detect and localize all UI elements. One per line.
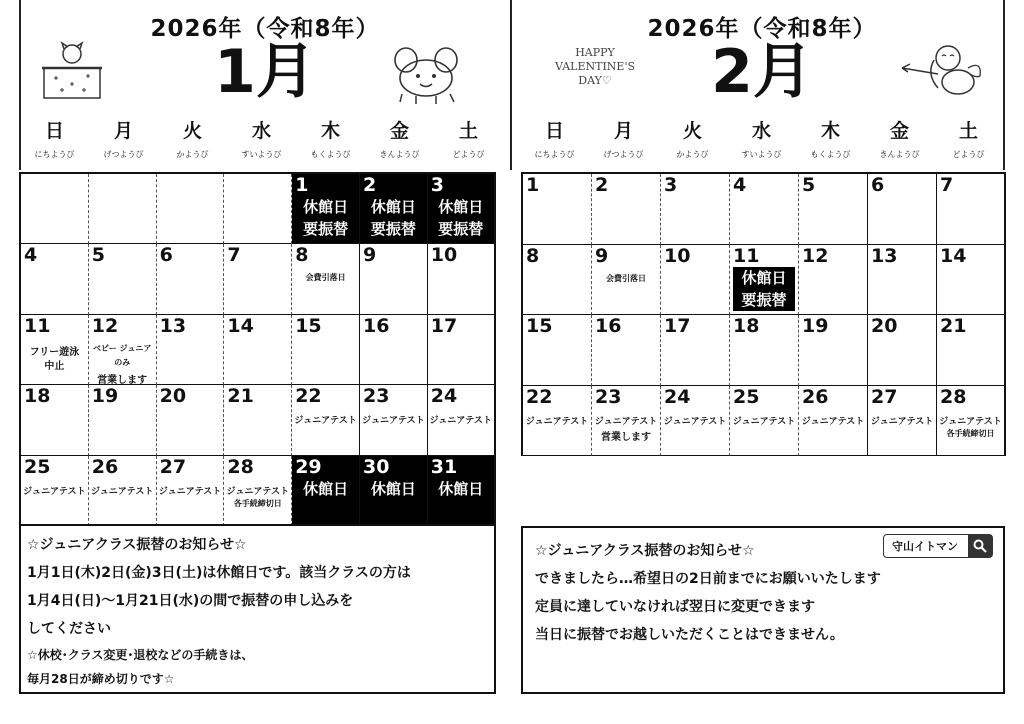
- day-number: 24: [430, 385, 458, 408]
- day-number: 23: [595, 385, 622, 408]
- closed-day-label: [733, 267, 795, 311]
- february-month-title: 2月: [711, 37, 813, 107]
- calendar-day-cell: [224, 385, 292, 455]
- calendar-day-cell: [21, 385, 89, 455]
- search-label: 守山イトマン: [892, 540, 958, 553]
- notice-line: 当日に振替でお越しいただくことはできません。: [535, 627, 844, 643]
- weekday-kanji: 土: [458, 120, 478, 142]
- january-header: [20, 0, 510, 170]
- closed-day-label: [428, 196, 494, 240]
- day-note: ジュニアテスト: [294, 416, 357, 427]
- day-number: 11: [733, 244, 760, 267]
- calendar-day-cell: [868, 386, 937, 457]
- weekday-kanji: 月: [113, 120, 133, 142]
- day-note: 中止: [44, 360, 65, 372]
- calendar-day-cell: [799, 245, 868, 316]
- weekday-reading: すいようび: [741, 150, 782, 159]
- february-header: [520, 0, 1004, 170]
- closed-day-text: 要振替: [438, 220, 484, 238]
- weekday-kanji: 土: [958, 120, 978, 142]
- weekday-kanji: 金: [389, 120, 409, 142]
- calendar-day-cell: [592, 386, 661, 457]
- notice-line: 1月1日(木)2日(金)3日(土)は休館日です。該当クラスの方は: [27, 565, 411, 581]
- valentine-line: HAPPY: [575, 46, 615, 59]
- calendar-day-cell: [360, 456, 428, 526]
- day-number: 18: [24, 385, 51, 408]
- january-era-title: 2026年（令和8年）: [150, 16, 380, 42]
- calendar-day-cell: [360, 385, 428, 455]
- day-note: 各手続締切日: [946, 428, 995, 438]
- day-number: 6: [871, 174, 885, 196]
- day-number: 13: [159, 314, 187, 337]
- day-note: 会費引落日: [305, 273, 346, 283]
- notice-line: できましたら…希望日の2日前までにお願いいたします: [535, 571, 881, 587]
- day-number: 3: [430, 174, 445, 196]
- day-number: 25: [733, 385, 760, 408]
- closed-day-label: [360, 196, 427, 240]
- closed-day-label: [292, 478, 359, 500]
- weekday-reading: かようび: [676, 150, 709, 159]
- calendar-day-cell: [224, 244, 292, 314]
- day-number: 28: [940, 385, 967, 408]
- day-number: 16: [363, 314, 390, 337]
- day-note: ジュニアテスト: [732, 416, 796, 427]
- weekday-reading: どようび: [452, 150, 485, 159]
- day-number: 2: [363, 174, 377, 196]
- closed-day-label: [292, 196, 359, 240]
- february-era-title: 2026年（令和8年）: [647, 16, 877, 42]
- calendar-day-cell: [224, 315, 292, 385]
- notice-line: ☆ジュニアクラス振替のお知らせ☆: [27, 537, 247, 553]
- calendar-empty-cell: [224, 174, 292, 244]
- day-number: 19: [802, 315, 829, 337]
- day-number: 12: [802, 244, 829, 267]
- weekday-reading: もくようび: [810, 150, 851, 159]
- calendar-day-cell: [523, 245, 592, 316]
- day-number: 16: [595, 315, 622, 337]
- weekday-sun: [20, 116, 89, 160]
- day-note: ジュニアテスト: [939, 416, 1002, 427]
- calendar-day-cell: [292, 244, 360, 314]
- weekday-sat: [934, 116, 1003, 160]
- day-note: 営業します: [601, 431, 651, 443]
- day-number: 8: [526, 244, 540, 267]
- calendar-day-cell: [661, 386, 730, 457]
- day-number: 20: [159, 385, 187, 408]
- calendar-day-cell: [730, 245, 799, 316]
- weekday-thu: [296, 116, 365, 160]
- calendar-day-cell: [661, 174, 730, 245]
- february-calendar-grid: [521, 172, 1006, 456]
- calendar-day-cell: [157, 315, 225, 385]
- day-number: 10: [430, 244, 458, 267]
- cupid-illustration: [898, 38, 988, 104]
- january-notice-box: [19, 524, 496, 694]
- calendar-day-cell: [868, 245, 937, 316]
- calendar-day-cell: [937, 386, 1006, 457]
- calendar-day-cell: [523, 315, 592, 386]
- january-calendar-grid: [19, 172, 496, 526]
- calendar-day-cell: [360, 315, 428, 385]
- day-number: 21: [940, 315, 967, 337]
- february-notice-box: [521, 526, 1005, 694]
- calendar-day-cell: [428, 456, 496, 526]
- day-number: 27: [159, 455, 187, 478]
- calendar-day-cell: [360, 244, 428, 314]
- kotatsu-person-illustration: [40, 40, 104, 106]
- weekday-kanji: 月: [613, 120, 633, 142]
- calendar-day-cell: [937, 315, 1006, 386]
- calendar-day-cell: [799, 174, 868, 245]
- day-number: 18: [733, 315, 760, 337]
- day-number: 26: [91, 455, 119, 478]
- calendar-day-cell: [592, 174, 661, 245]
- day-number: 30: [363, 455, 390, 478]
- weekday-mon: [589, 116, 658, 160]
- weekday-tue: [158, 116, 227, 160]
- calendar-day-cell: [292, 385, 360, 455]
- weekday-kanji: 金: [889, 120, 909, 142]
- closed-day-text: 休館日: [303, 479, 349, 498]
- calendar-day-cell: [21, 315, 89, 385]
- weekday-mon: [89, 116, 158, 160]
- calendar-day-cell: [157, 456, 225, 526]
- notice-line: ☆休校･クラス変更･退校などの手続きは、: [27, 648, 254, 662]
- calendar-day-cell: [661, 315, 730, 386]
- weekday-sat: [434, 116, 503, 160]
- calendar-day-cell: [523, 386, 592, 457]
- day-number: 27: [871, 385, 898, 408]
- closed-day-text: 休館日: [438, 198, 484, 216]
- day-number: 21: [227, 385, 254, 408]
- notice-line: ☆ジュニアクラス振替のお知らせ☆: [535, 543, 755, 559]
- day-number: 15: [526, 315, 553, 337]
- calendar-day-cell: [89, 456, 157, 526]
- weekday-reading: きんようび: [879, 150, 920, 159]
- closed-day-text: 要振替: [370, 220, 416, 238]
- day-note: ジュニアテスト: [90, 486, 154, 497]
- weekday-reading: どようび: [952, 150, 985, 159]
- valentine-lettering: [550, 46, 640, 88]
- closed-day-label: [360, 478, 427, 500]
- day-note: ジュニアテスト: [226, 486, 290, 497]
- weekday-kanji: 木: [320, 120, 340, 142]
- day-number: 1: [526, 174, 540, 196]
- notice-line: 1月4日(日)～1月21日(水)の間で振替の申し込みを: [27, 593, 354, 609]
- day-number: 25: [24, 455, 51, 478]
- calendar-empty-cell: [157, 174, 225, 244]
- search-icon[interactable]: [968, 535, 992, 557]
- closed-day-label: [428, 478, 494, 500]
- day-number: 7: [227, 244, 241, 267]
- day-note: 会費引落日: [606, 273, 646, 283]
- valentine-line: DAY♡: [578, 74, 612, 87]
- day-number: 5: [91, 244, 106, 267]
- day-number: 6: [159, 244, 173, 267]
- center-border-line: [510, 0, 512, 170]
- day-number: 22: [295, 385, 322, 408]
- calendar-day-cell: [937, 174, 1006, 245]
- calendar-day-cell: [730, 386, 799, 457]
- calendar-day-cell: [157, 244, 225, 314]
- calendar-day-cell: [868, 315, 937, 386]
- calendar-day-cell: [730, 315, 799, 386]
- day-note: のみ: [114, 357, 131, 367]
- day-number: 26: [802, 385, 829, 408]
- calendar-day-cell: [21, 456, 89, 526]
- day-number: 17: [664, 315, 691, 337]
- day-number: 8: [295, 244, 309, 267]
- day-note: ジュニアテスト: [663, 416, 727, 427]
- calendar-day-cell: [799, 315, 868, 386]
- calendar-day-cell: [428, 174, 496, 244]
- day-note: ベビー ジュニア: [93, 343, 152, 353]
- weekday-thu: [796, 116, 865, 160]
- day-note: ジュニアテスト: [525, 416, 589, 427]
- day-note: 各手続締切日: [233, 498, 282, 508]
- weekday-kanji: 火: [682, 120, 702, 142]
- notice-line: してください: [27, 621, 111, 637]
- day-number: 7: [940, 174, 954, 196]
- closed-day-text: 休館日: [370, 198, 416, 216]
- day-number: 28: [227, 455, 254, 478]
- closed-day-text: 休館日: [741, 268, 787, 287]
- day-note: ジュニアテスト: [870, 416, 934, 427]
- day-number: 9: [363, 244, 377, 267]
- day-number: 4: [733, 174, 747, 196]
- calendar-day-cell: [428, 385, 496, 455]
- day-number: 13: [871, 244, 898, 267]
- day-number: 11: [24, 314, 51, 337]
- weekday-fri: [365, 116, 434, 160]
- weekday-kanji: 木: [820, 120, 840, 142]
- weekday-reading: にちようび: [34, 150, 75, 159]
- calendar-day-cell: [292, 456, 360, 526]
- day-number: 9: [595, 244, 609, 267]
- day-number: 1: [295, 174, 309, 196]
- day-number: 14: [940, 244, 967, 267]
- calendar-day-cell: [157, 385, 225, 455]
- weekday-fri: [865, 116, 934, 160]
- weekday-wed: [227, 116, 296, 160]
- closed-day-text: 要振替: [741, 290, 787, 309]
- weekday-reading: にちようび: [534, 150, 575, 159]
- day-note: フリー遊泳: [29, 346, 80, 358]
- calendar-day-cell: [592, 245, 661, 316]
- day-number: 10: [664, 244, 691, 267]
- closed-day-text: 要振替: [303, 220, 349, 238]
- calendar-day-cell: [937, 245, 1006, 316]
- day-number: 15: [295, 314, 322, 337]
- day-number: 4: [24, 244, 38, 267]
- calendar-day-cell: [360, 174, 428, 244]
- closed-day-text: 休館日: [370, 479, 416, 498]
- notice-line: 毎月28日が締め切りです☆: [27, 672, 175, 686]
- calendar-day-cell: [661, 245, 730, 316]
- day-number: 24: [664, 385, 691, 408]
- calendar-day-cell: [292, 174, 360, 244]
- calendar-day-cell: [523, 174, 592, 245]
- weekday-kanji: 水: [251, 120, 271, 142]
- day-number: 2: [595, 174, 609, 196]
- horse-illustration: [382, 44, 472, 106]
- day-number: 19: [91, 385, 119, 408]
- calendar-day-cell: [224, 456, 292, 526]
- weekday-reading: げつようび: [103, 150, 144, 159]
- calendar-day-cell: [868, 174, 937, 245]
- search-box[interactable]: [883, 534, 993, 558]
- day-number: 14: [227, 314, 254, 337]
- calendar-empty-cell: [89, 174, 157, 244]
- notice-line: 定員に達していなければ翌日に変更できます: [535, 599, 815, 615]
- day-number: 12: [91, 314, 119, 337]
- day-number: 23: [363, 385, 390, 408]
- weekday-tue: [658, 116, 727, 160]
- day-note: ジュニアテスト: [429, 416, 492, 427]
- calendar-day-cell: [89, 385, 157, 455]
- calendar-day-cell: [21, 244, 89, 314]
- day-note: ジュニアテスト: [362, 416, 425, 427]
- calendar-day-cell: [730, 174, 799, 245]
- closed-day-text: 休館日: [303, 198, 349, 216]
- day-note: ジュニアテスト: [23, 486, 86, 497]
- weekday-sun: [520, 116, 589, 160]
- weekday-kanji: 日: [44, 120, 64, 142]
- day-number: 5: [802, 174, 816, 196]
- day-number: 20: [871, 315, 898, 337]
- day-note: ジュニアテスト: [594, 416, 658, 427]
- calendar-day-cell: [428, 244, 496, 314]
- day-number: 17: [430, 314, 458, 337]
- weekday-kanji: 火: [182, 120, 202, 142]
- weekday-kanji: 水: [751, 120, 771, 142]
- day-note: 営業します: [97, 374, 148, 386]
- closed-day-text: 休館日: [438, 479, 484, 498]
- day-note: ジュニアテスト: [801, 416, 865, 427]
- weekday-kanji: 日: [544, 120, 564, 142]
- weekday-reading: きんようび: [379, 150, 420, 159]
- day-number: 3: [664, 174, 678, 196]
- january-month-title: 1月: [214, 37, 316, 107]
- calendar-day-cell: [89, 244, 157, 314]
- valentine-line: VALENTINE'S: [555, 60, 635, 73]
- calendar-day-cell: [292, 315, 360, 385]
- calendar-day-cell: [592, 315, 661, 386]
- calendar-empty-cell: [21, 174, 89, 244]
- weekday-reading: すいようび: [241, 150, 282, 159]
- calendar-day-cell: [89, 315, 157, 385]
- calendar-day-cell: [799, 386, 868, 457]
- day-number: 22: [526, 385, 553, 408]
- day-note: ジュニアテスト: [158, 486, 222, 497]
- weekday-reading: もくようび: [310, 150, 351, 159]
- day-number: 31: [430, 455, 458, 478]
- weekday-wed: [727, 116, 796, 160]
- weekday-reading: げつようび: [603, 150, 644, 159]
- calendar-day-cell: [428, 315, 496, 385]
- day-number: 29: [295, 455, 322, 478]
- weekday-reading: かようび: [176, 150, 209, 159]
